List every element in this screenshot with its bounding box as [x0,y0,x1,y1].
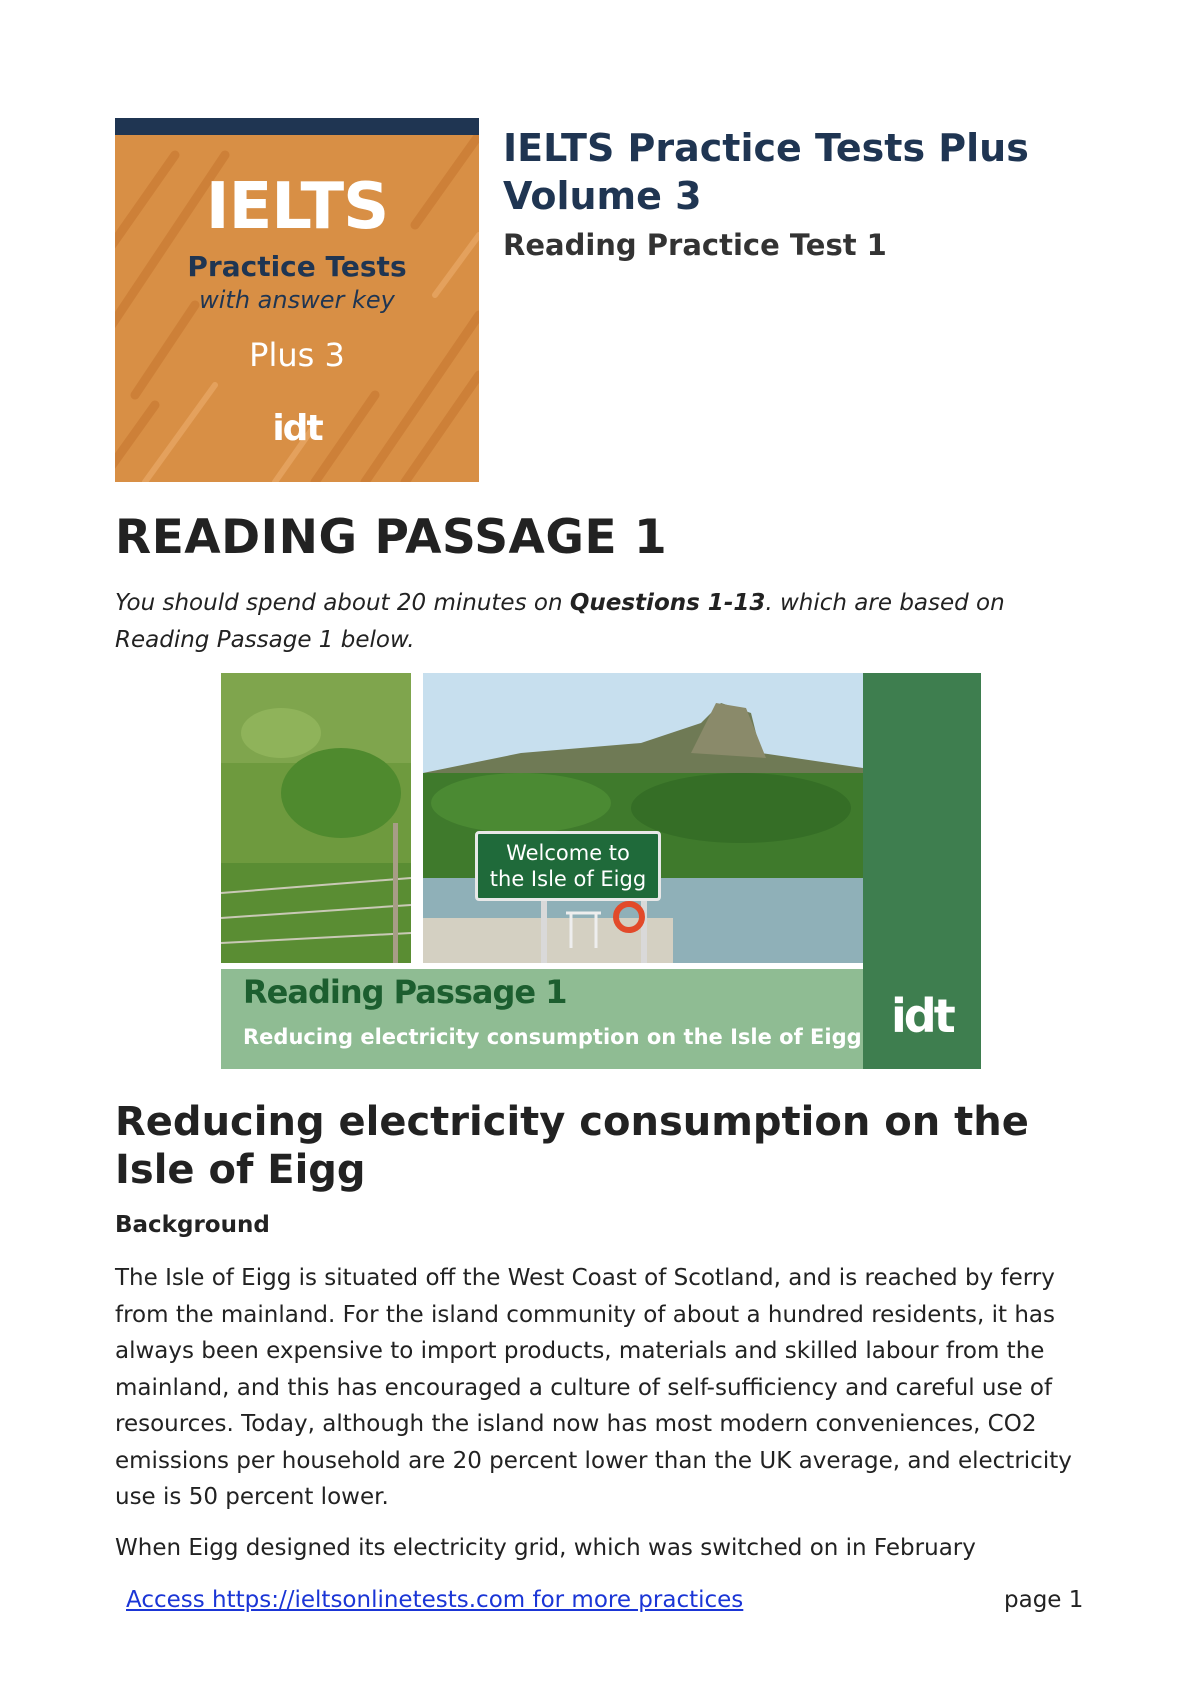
page-number: page 1 [1004,1587,1084,1613]
sign-line-1: Welcome to [506,841,630,865]
cover-subtitle: Practice Tests [187,250,407,283]
article-paragraph: The Isle of Eigg is situated off the West Coast of Scotland, and is reached by ferry from the mainland. For the island community of about a hundred residents, it has always been expensive to import products, materials and skilled labour from the mainland, and this has encouraged a culture of self-sufficiency and careful use of resources. Today, although the island now has most modern conveniences, CO2 emissions per household are 20 percent lower than the UK average, and electricity use is 50 percent lower. [115,1265,1072,1510]
article-paragraph: When Eigg designed its electricity grid, which was switched on in February [115,1535,976,1561]
idt-logo: idt [272,408,322,449]
instructions-text: You should spend about 20 minutes on [115,590,570,616]
passage-instructions [115,585,1095,659]
instructions-questions: Questions 1-13 [569,590,766,616]
instructions-text-end: . which are based on Reading Passage 1 below. [115,590,1005,653]
passage-banner-image [221,673,981,1069]
cover-title: IELTS [205,170,389,244]
cover-top-bar [115,118,479,135]
banner-subtitle: Reducing electricity consumption on the Isle of Eigg [243,1025,862,1049]
passage-heading: READING PASSAGE 1 [115,510,668,565]
welcome-sign [475,831,661,901]
section-heading: Background [115,1212,270,1238]
banner-idt-logo: idt [891,989,953,1043]
practice-site-link[interactable]: Access https://ieltsonlinetests.com for more practices [126,1587,744,1613]
book-title: IELTS Practice Tests Plus Volume 3 [503,126,1029,218]
banner-title: Reading Passage 1 [243,973,567,1011]
cover-tagline: with answer key [199,286,395,314]
test-title: Reading Practice Test 1 [503,228,887,262]
article-title: Reducing electricity consumption on the Isle of Eigg [115,1099,1029,1193]
sign-line-2: the Isle of Eigg [489,867,647,891]
cover-edition: Plus 3 [249,336,345,374]
book-cover [115,118,479,482]
